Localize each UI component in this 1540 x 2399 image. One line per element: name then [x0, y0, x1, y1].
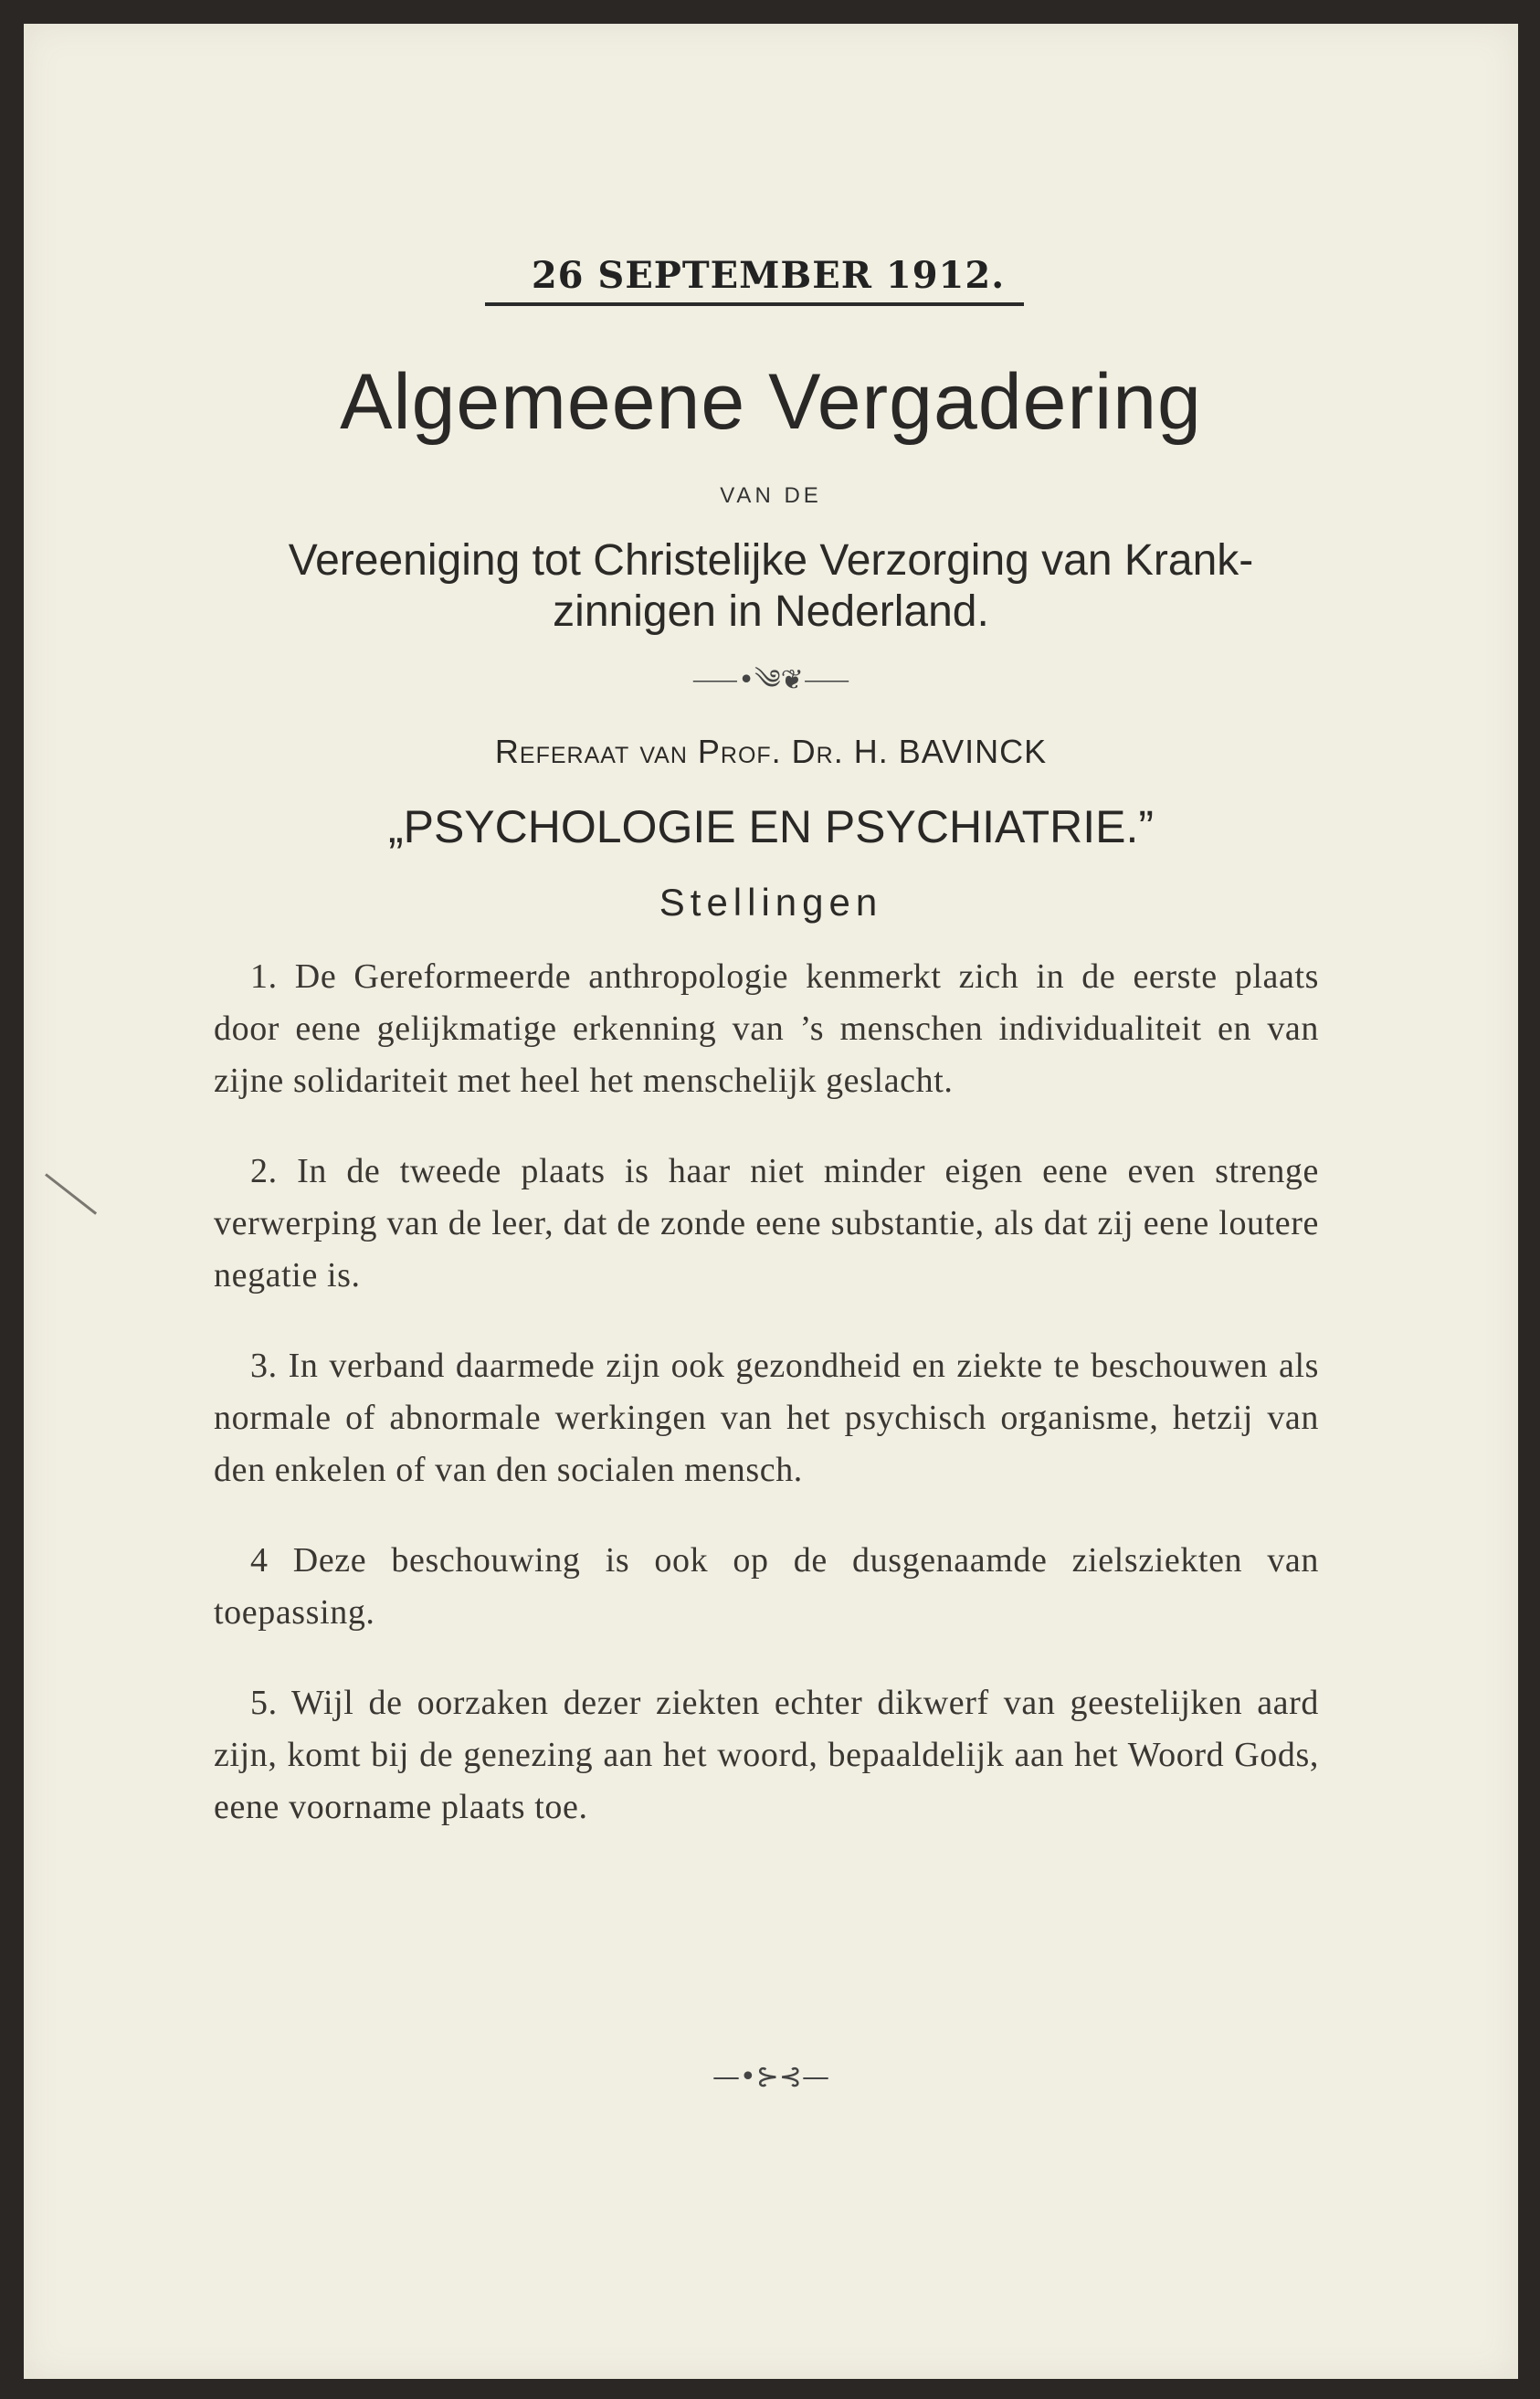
thesis-item: 5. Wijl de oorzaken dezer ziekten echter dikwerf van geestelijken aard zijn, komt bij de genezing aan het woord, bepaaldelijk aan het Woord Gods, eene voorname plaats toe.: [214, 1684, 1319, 1826]
section-heading: Stellingen: [659, 881, 883, 924]
thesis-item: 1. De Gereformeerde anthropologie kenmerkt zich in de eerste plaats door eene gelijkmatige erkenning van ’s menschen individualiteit en van zijne solidariteit met heel het menschelijk geslacht.: [214, 957, 1319, 1100]
organization-name: [188, 535, 1354, 638]
organization-line-2: zinnigen in Nederland.: [553, 587, 989, 636]
date-underline: [485, 302, 1024, 306]
thesis-item: 4 Deze beschouwing is ook op de dusgenaamde zielsziekten van toepassing.: [214, 1541, 1319, 1632]
referaat-byline: Referaat van Prof. Dr. H. BAVINCK: [494, 733, 1048, 770]
document-title: Algemeene Vergadering: [340, 358, 1202, 446]
ornament-divider-bottom: —•⊱⊰—: [712, 2061, 829, 2093]
thesis-item: 2. In de tweede plaats is haar niet minder eigen eene even strenge verwerping van de leer, dat de zonde eene substantie, als dat zij eene loutere negatie is.: [214, 1152, 1319, 1295]
ornament-divider-top: ⸺•༄❦⸺: [691, 664, 850, 696]
thesis-item: 3. In verband daarmede zijn ook gezondheid en ziekte te beschouwen als normale of abnormale werkingen van het psychisch organisme, hetzij van den enkelen of van den socialen mensch.: [214, 1347, 1319, 1489]
document-date: 26 SEPTEMBER 1912.: [531, 254, 1006, 297]
organization-line-1: Vereeniging tot Christelijke Verzorging van Krank-: [288, 536, 1254, 585]
theses-list: [214, 951, 1319, 1872]
document-page: [24, 24, 1518, 2379]
lecture-title: „PSYCHOLOGIE EN PSYCHIATRIE.”: [387, 801, 1155, 852]
van-de-label: VAN DE: [720, 483, 822, 508]
paper-crease-mark: [45, 1173, 97, 1214]
